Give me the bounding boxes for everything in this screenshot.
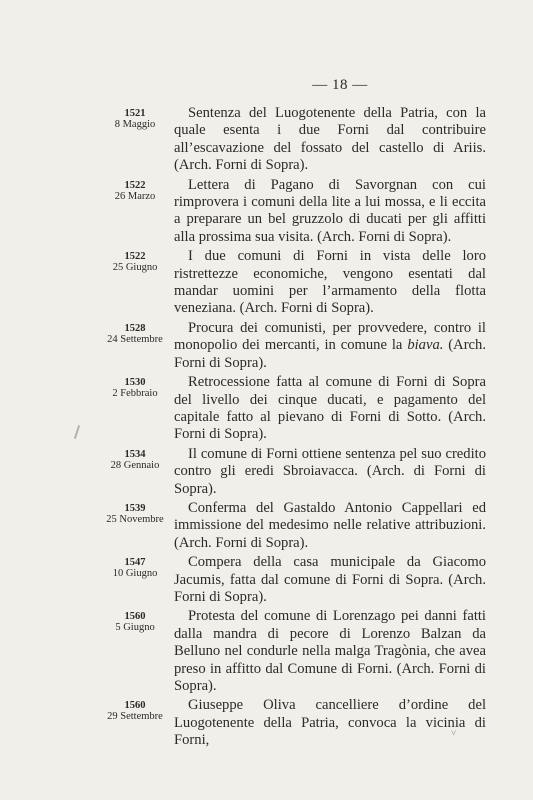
page-number: — 18 — (312, 77, 368, 93)
chronology-entry (0, 177, 533, 247)
entry-day: 25 Novembre (106, 513, 164, 525)
entry-year: 1522 (124, 179, 146, 191)
entry-text: Compera della casa municipale da Giacomo Jacumis, fatta dal comune di Forni di Sopra. (Arch. Forni di Sopra). (174, 554, 486, 605)
entry-year: 1530 (124, 377, 146, 389)
chronology-entry (0, 248, 533, 318)
entry-date (95, 323, 175, 345)
entry-day: 5 Giugno (115, 622, 155, 634)
entry-text: Giuseppe Oliva cancelliere d’ordine del Luogotenente della Patria, convoca la vicinia di Forni, (174, 697, 486, 749)
chronology-entry (0, 320, 533, 372)
entry-year: 1547 (124, 557, 146, 569)
entry-date (95, 503, 175, 525)
entry-date (95, 180, 175, 202)
chronology-entry (0, 446, 533, 498)
entry-year: 1534 (124, 448, 146, 460)
entry-date (95, 611, 175, 633)
entry-day: 29 Settembre (107, 711, 163, 723)
entry-date (95, 377, 175, 399)
entry-text: Lettera di Pagano di Savorgnan con cui rimprovera i comuni della lite a lui mossa, e li eccita a preparare un bel gruzzolo di ducati per gli affitti alla prossima sua visita. (Arch. Forni di Sopra). (174, 176, 486, 245)
entry-text: Protesta del comune di Lorenzago pei danni fatti dalla mandra di pecore di Lorenzo Balzan da Belluno nel condurle nella malga Tragònia, che avea preso in affitto dal Comune di Forni. (Arch. Forni di Sopra). (174, 608, 486, 694)
entry-text-part: Procura dei comunisti, per provvedere, contro il monopolio dei mercanti, in comune la (174, 319, 486, 354)
entry-date (95, 700, 175, 722)
entry-text (174, 320, 486, 372)
entry-day: 2 Febbraio (112, 388, 158, 400)
entry-date (95, 108, 175, 130)
entry-day: 24 Settembre (107, 333, 163, 345)
entry-text-part: (Arch. Forni di Sopra). (174, 337, 486, 371)
chronology-entry (0, 374, 533, 444)
entry-year: 1522 (124, 251, 146, 263)
entry-text: Conferma del Gastaldo Antonio Cappellari ed immissione del medesimo nelle relative attribuzioni. (Arch. Forni di Sopra). (174, 499, 486, 551)
chronology-entry (0, 105, 533, 175)
entry-text: Il comune di Forni ottiene sentenza pel suo credito contro gli eredi Sbroiavacca. (Arch. di Forni di Sopra). (174, 445, 486, 497)
stray-mark: ˅ (451, 728, 457, 738)
entry-day: 28 Gennaio (110, 459, 160, 471)
entry-text: Retrocessione fatta al comune di Forni di Sopra del livello dei cinque ducati, e pagamento del capitale fatto al pievano di Forni di Sotto. (Arch. Forni di Sopra). (174, 374, 486, 443)
entry-text: I due comuni di Forni in vista delle loro ristrettezze economiche, vengono esentati dal mandar uomini per l’armamento della flotta veneziana. (Arch. Forni di Sopra). (174, 248, 486, 317)
entry-day: 8 Maggio (114, 119, 156, 130)
entry-day: 10 Giugno (112, 568, 158, 580)
entry-date (95, 251, 175, 273)
entry-year: 1528 (124, 322, 146, 334)
entry-date (95, 449, 175, 471)
chronology-entry (0, 554, 533, 606)
chronology-entry (0, 608, 533, 695)
entry-day: 26 Marzo (114, 190, 156, 202)
entry-year: 1560 (124, 611, 146, 623)
entry-date (95, 557, 175, 579)
entry-year: 1539 (124, 502, 146, 514)
chronology-entry (0, 697, 533, 749)
entry-day: 25 Giugno (112, 262, 158, 274)
entry-year: 1560 (124, 700, 146, 712)
chronology-entry (0, 500, 533, 552)
entry-text: Sentenza del Luogotenente della Patria, con la quale esenta i due Forni dal contribuire all’escavazione del fossato del castello di Ariis. (Arch. Forni di Sopra). (174, 105, 486, 174)
entry-text-italic: biava. (407, 337, 444, 354)
entry-year: 1521 (124, 108, 146, 119)
chronology-list (0, 105, 533, 752)
